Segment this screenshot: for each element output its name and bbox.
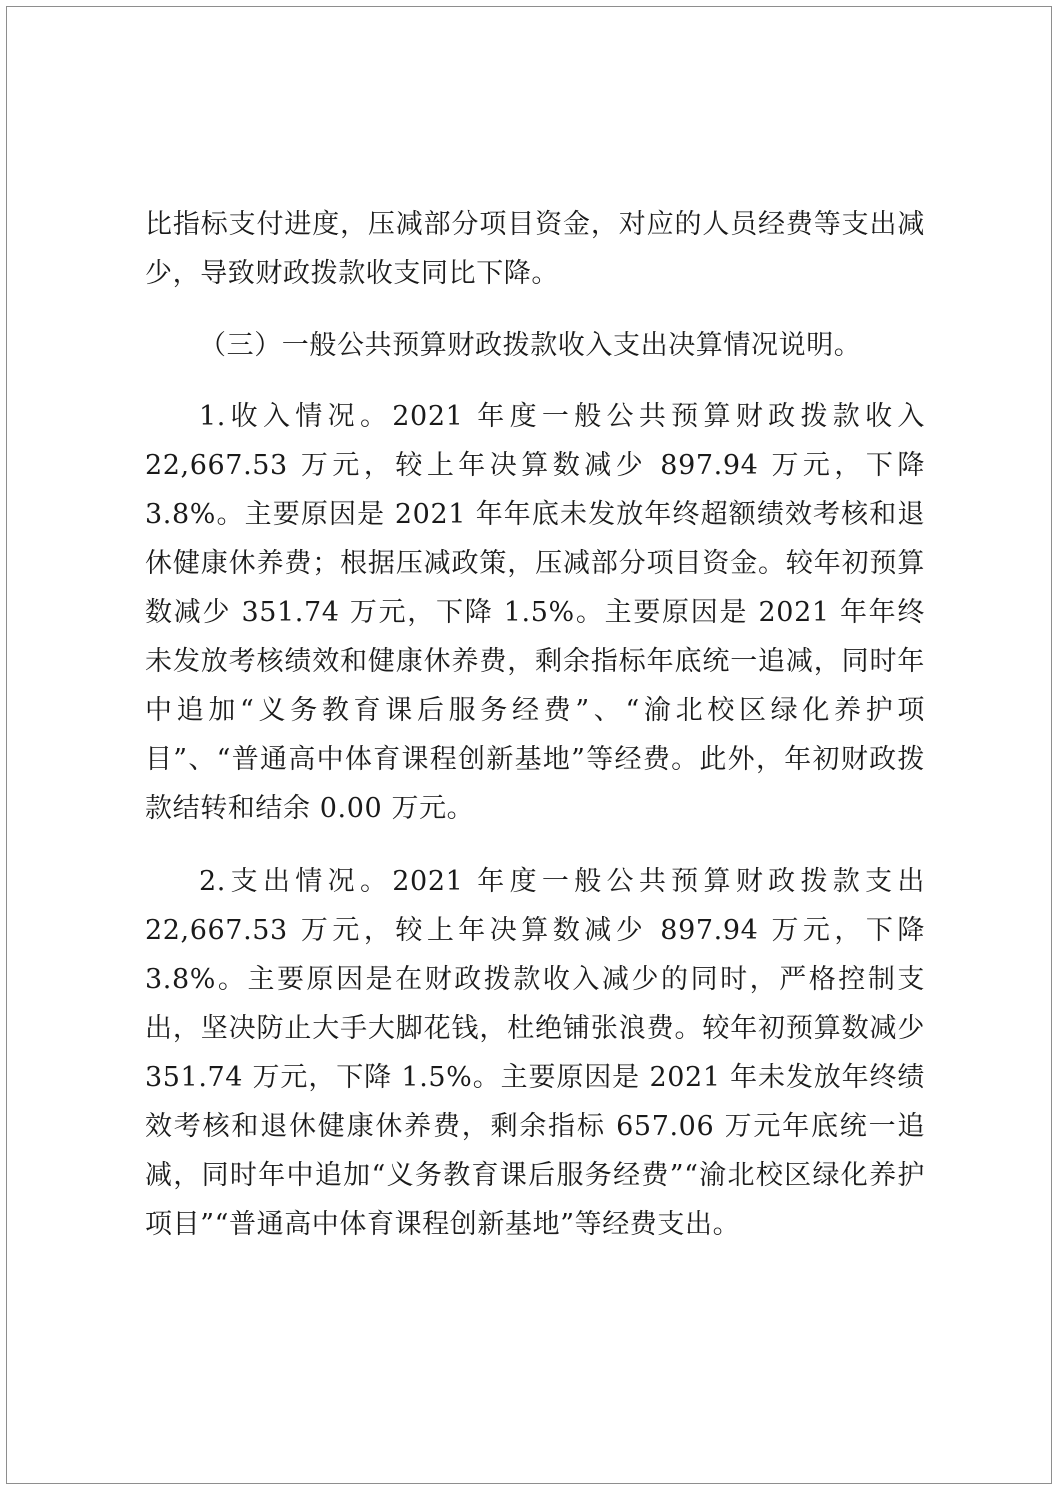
document-page [6, 6, 1052, 1484]
section-heading: （三）一般公共预算财政拨款收入支出决算情况说明。 [199, 330, 862, 361]
paragraph-expenditure: 2.支出情况。2021 年度一般公共预算财政拨款支出 22,667.53 万元，较上年决算数减少 897.94 万元，下降 3.8%。主要原因是在财政拨款收入减少的同时，严格控制支出，坚决防止大手大脚花钱，杜绝铺张浪费。较年初预算数减少 351.74 万元，下降 1.5%。主要原因是 2021 年未发放年终绩效考核和退休健康休养费，剩余指标 657.06 万元年底统一追减，同时年中追加“义务教育课后服务经费”“渝北校区绿化养护项目”“普通高中体育课程创新基地”等经费支出。 [145, 866, 925, 1240]
paragraph-income: 1.收入情况。2021 年度一般公共预算财政拨款收入 22,667.53 万元，较上年决算数减少 897.94 万元，下降 3.8%。主要原因是 2021 年年底未发放年终超额绩效考核和退休健康休养费；根据压减政策，压减部分项目资金。较年初预算数减少 351.74 万元，下降 1.5%。主要原因是 2021 年年终未发放考核绩效和健康休养费，剩余指标年底统一追减，同时年中追加“义务教育课后服务经费”、“渝北校区绿化养护项目”、“普通高中体育课程创新基地”等经费。此外，年初财政拨款结转和结余 0.00 万元。 [145, 401, 925, 824]
document-body [145, 200, 925, 1249]
paragraph-continuation: 比指标支付进度，压减部分项目资金，对应的人员经费等支出减少，导致财政拨款收支同比下降。 [145, 209, 925, 289]
